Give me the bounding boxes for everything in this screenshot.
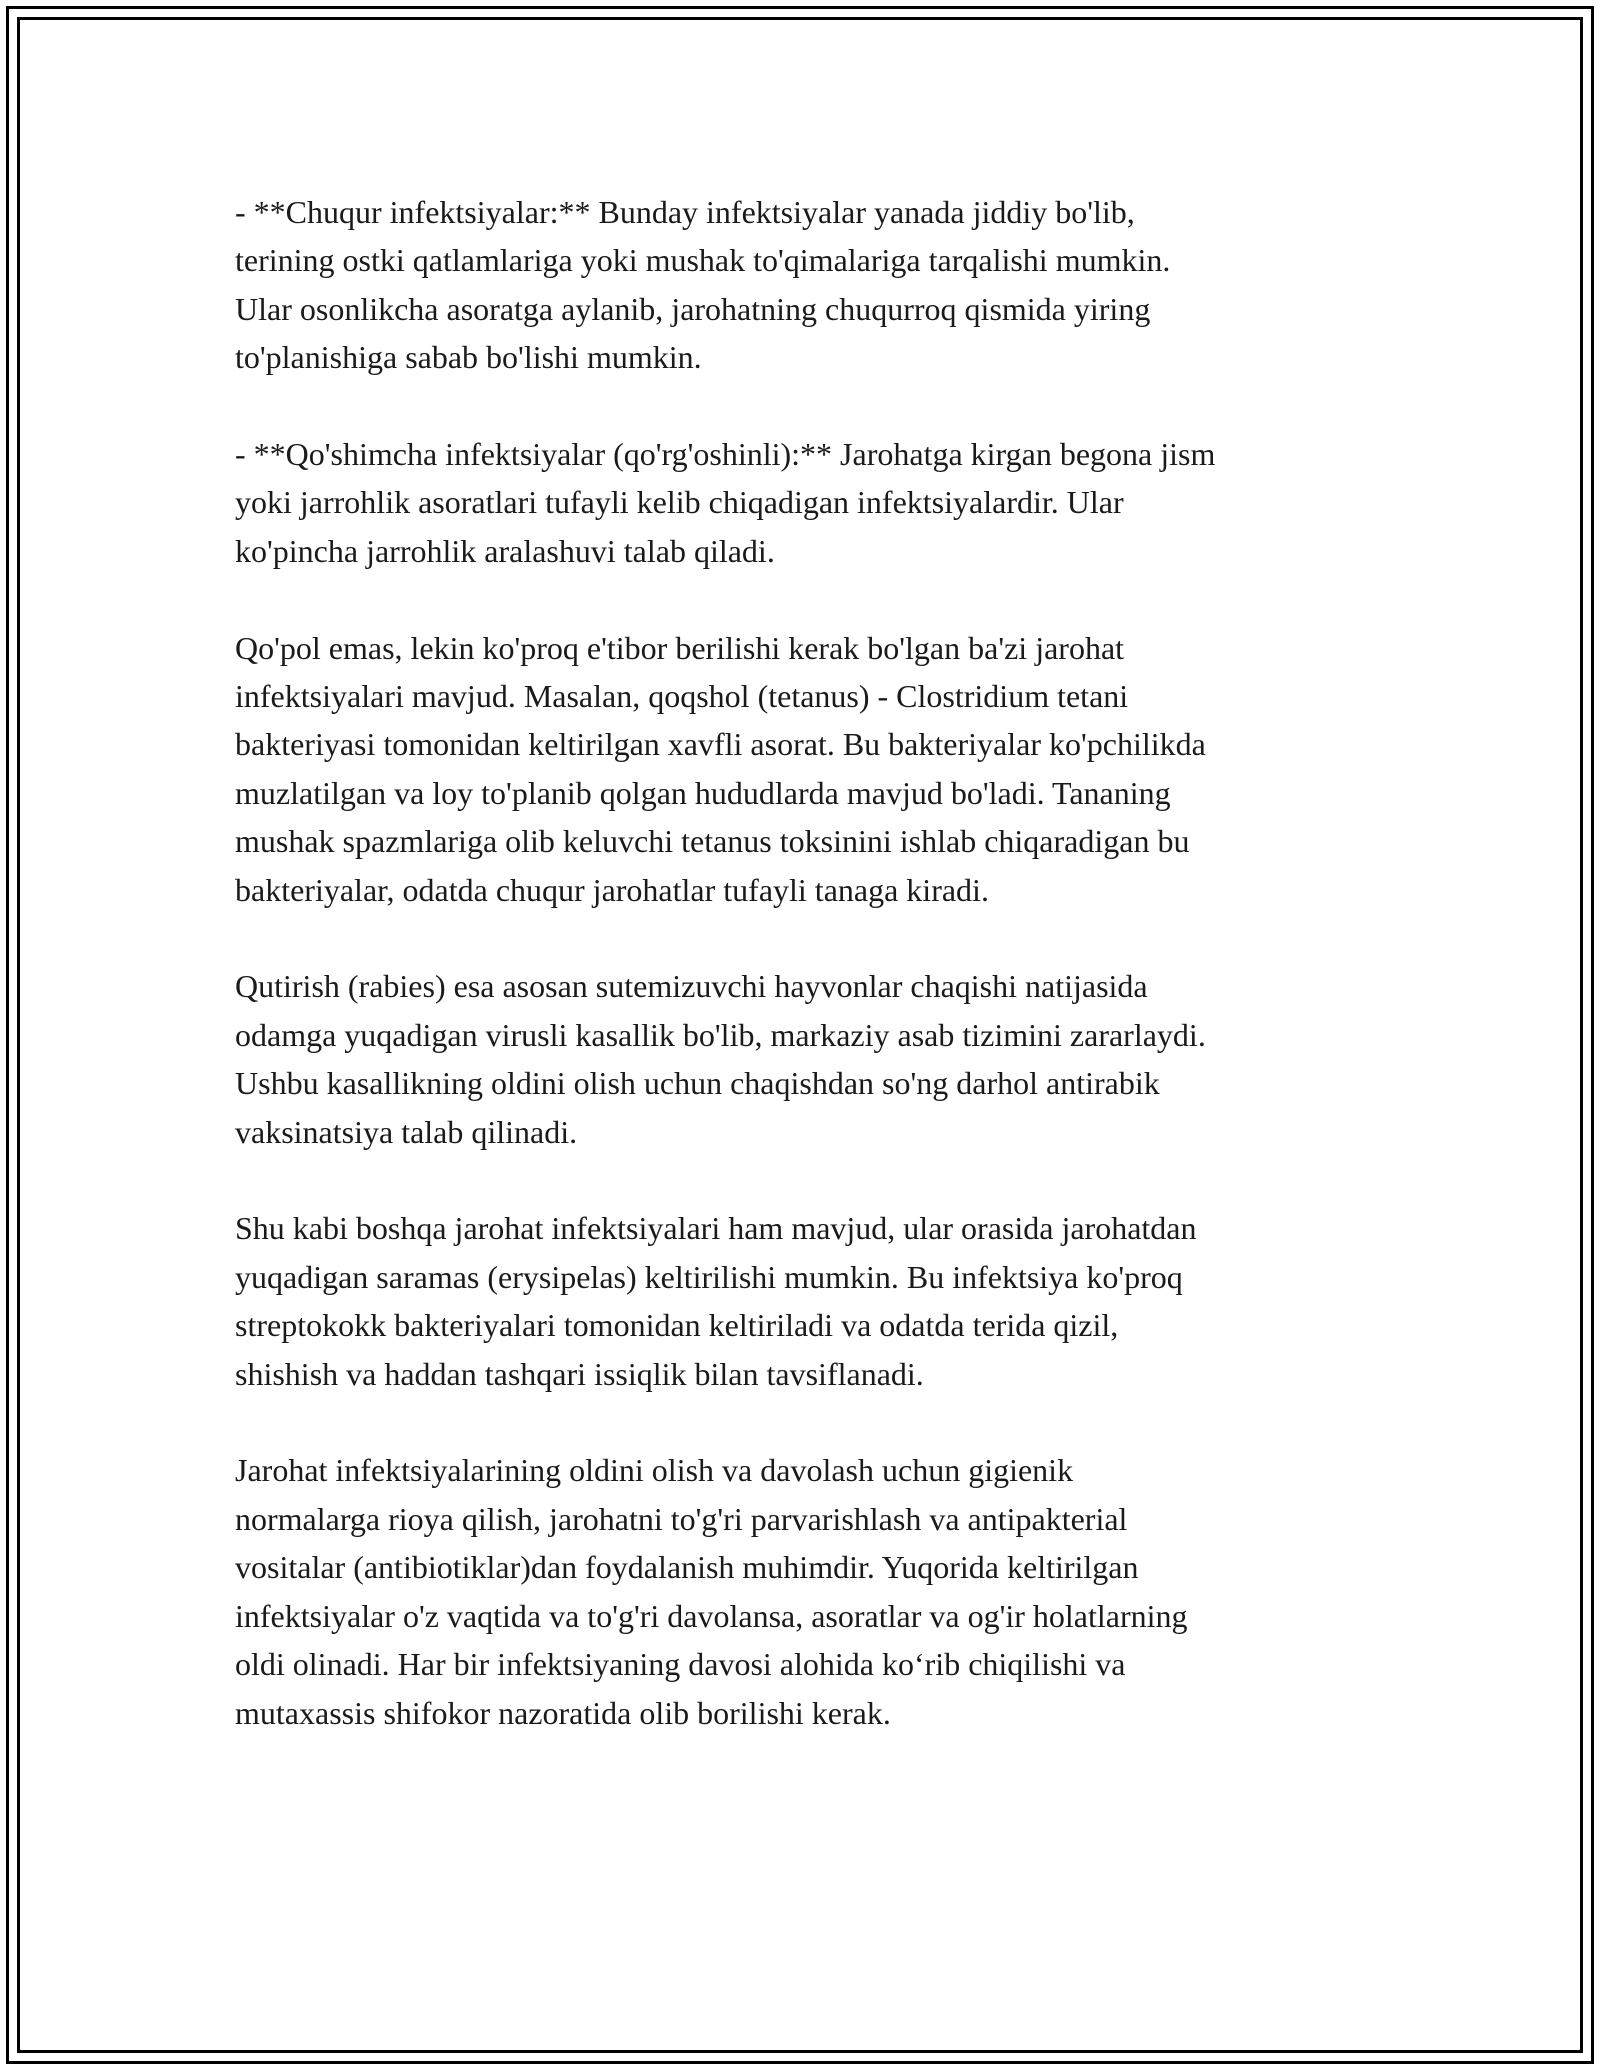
document-body	[235, 188, 1375, 1785]
paragraph-deep-infections: - **Chuqur infektsiyalar:** Bunday infektsiyalar yanada jiddiy bo'lib, terining ostki qatlamlariga yoki mushak to'qimalariga tarqalishi mumkin. Ular osonlikcha asoratga aylanib, jarohatning chuqurroq qismida yiring to'planishiga sabab bo'lishi mumkin.	[235, 194, 1171, 376]
paragraph-rabies: Qutirish (rabies) esa asosan sutemizuvchi hayvonlar chaqishi natijasida odamga yuqadigan virusli kasallik bo'lib, markaziy asab tizimini zararlaydi. Ushbu kasallikning oldini olish uchun chaqishdan so'ng darhol antirabik vaksinatsiya talab qilinadi.	[235, 968, 1206, 1150]
paragraph-tetanus: Qo'pol emas, lekin ko'proq e'tibor berilishi kerak bo'lgan ba'zi jarohat infektsiyalari mavjud. Masalan, qoqshol (tetanus) - Clostridium tetani bakteriyasi tomonidan keltirilgan xavfli asorat. Bu bakteriyalar ko'pchilikda muzlatilgan va loy to'planib qolgan hududlarda mavjud bo'ladi. Tananing mushak spazmlariga olib keluvchi tetanus toksinini ishlab chiqaradigan bu bakteriyalar, odatda chuqur jarohatlar tufayli tanaga kiradi.	[235, 629, 1206, 908]
paragraph-erysipelas: Shu kabi boshqa jarohat infektsiyalari ham mavjud, ular orasida jarohatdan yuqadigan saramas (erysipelas) keltirilishi mumkin. Bu infektsiya ko'proq streptokokk bakteriyalari tomonidan keltiriladi va odatda terida qizil, shishish va haddan tashqari issiqlik bilan tavsiflanadi.	[235, 1210, 1197, 1392]
paragraph-secondary-infections: - **Qo'shimcha infektsiyalar (qo'rg'oshinli):** Jarohatga kirgan begona jism yoki jarrohlik asoratlari tufayli kelib chiqadigan infektsiyalardir. Ular ko'pincha jarrohlik aralashuvi talab qiladi.	[235, 436, 1216, 569]
paragraph-prevention: Jarohat infektsiyalarining oldini olish va davolash uchun gigienik normalarga rioya qilish, jarohatni to'g'ri parvarishlash va antipakterial vositalar (antibiotiklar)dan foydalanish muhimdir. Yuqorida keltirilgan infektsiyalar o'z vaqtida va to'g'ri davolansa, asoratlar va og'ir holatlarning oldi olinadi. Har bir infektsiyaning davosi alohida ko‘rib chiqilishi va mutaxassis shifokor nazoratida olib borilishi kerak.	[235, 1452, 1188, 1731]
